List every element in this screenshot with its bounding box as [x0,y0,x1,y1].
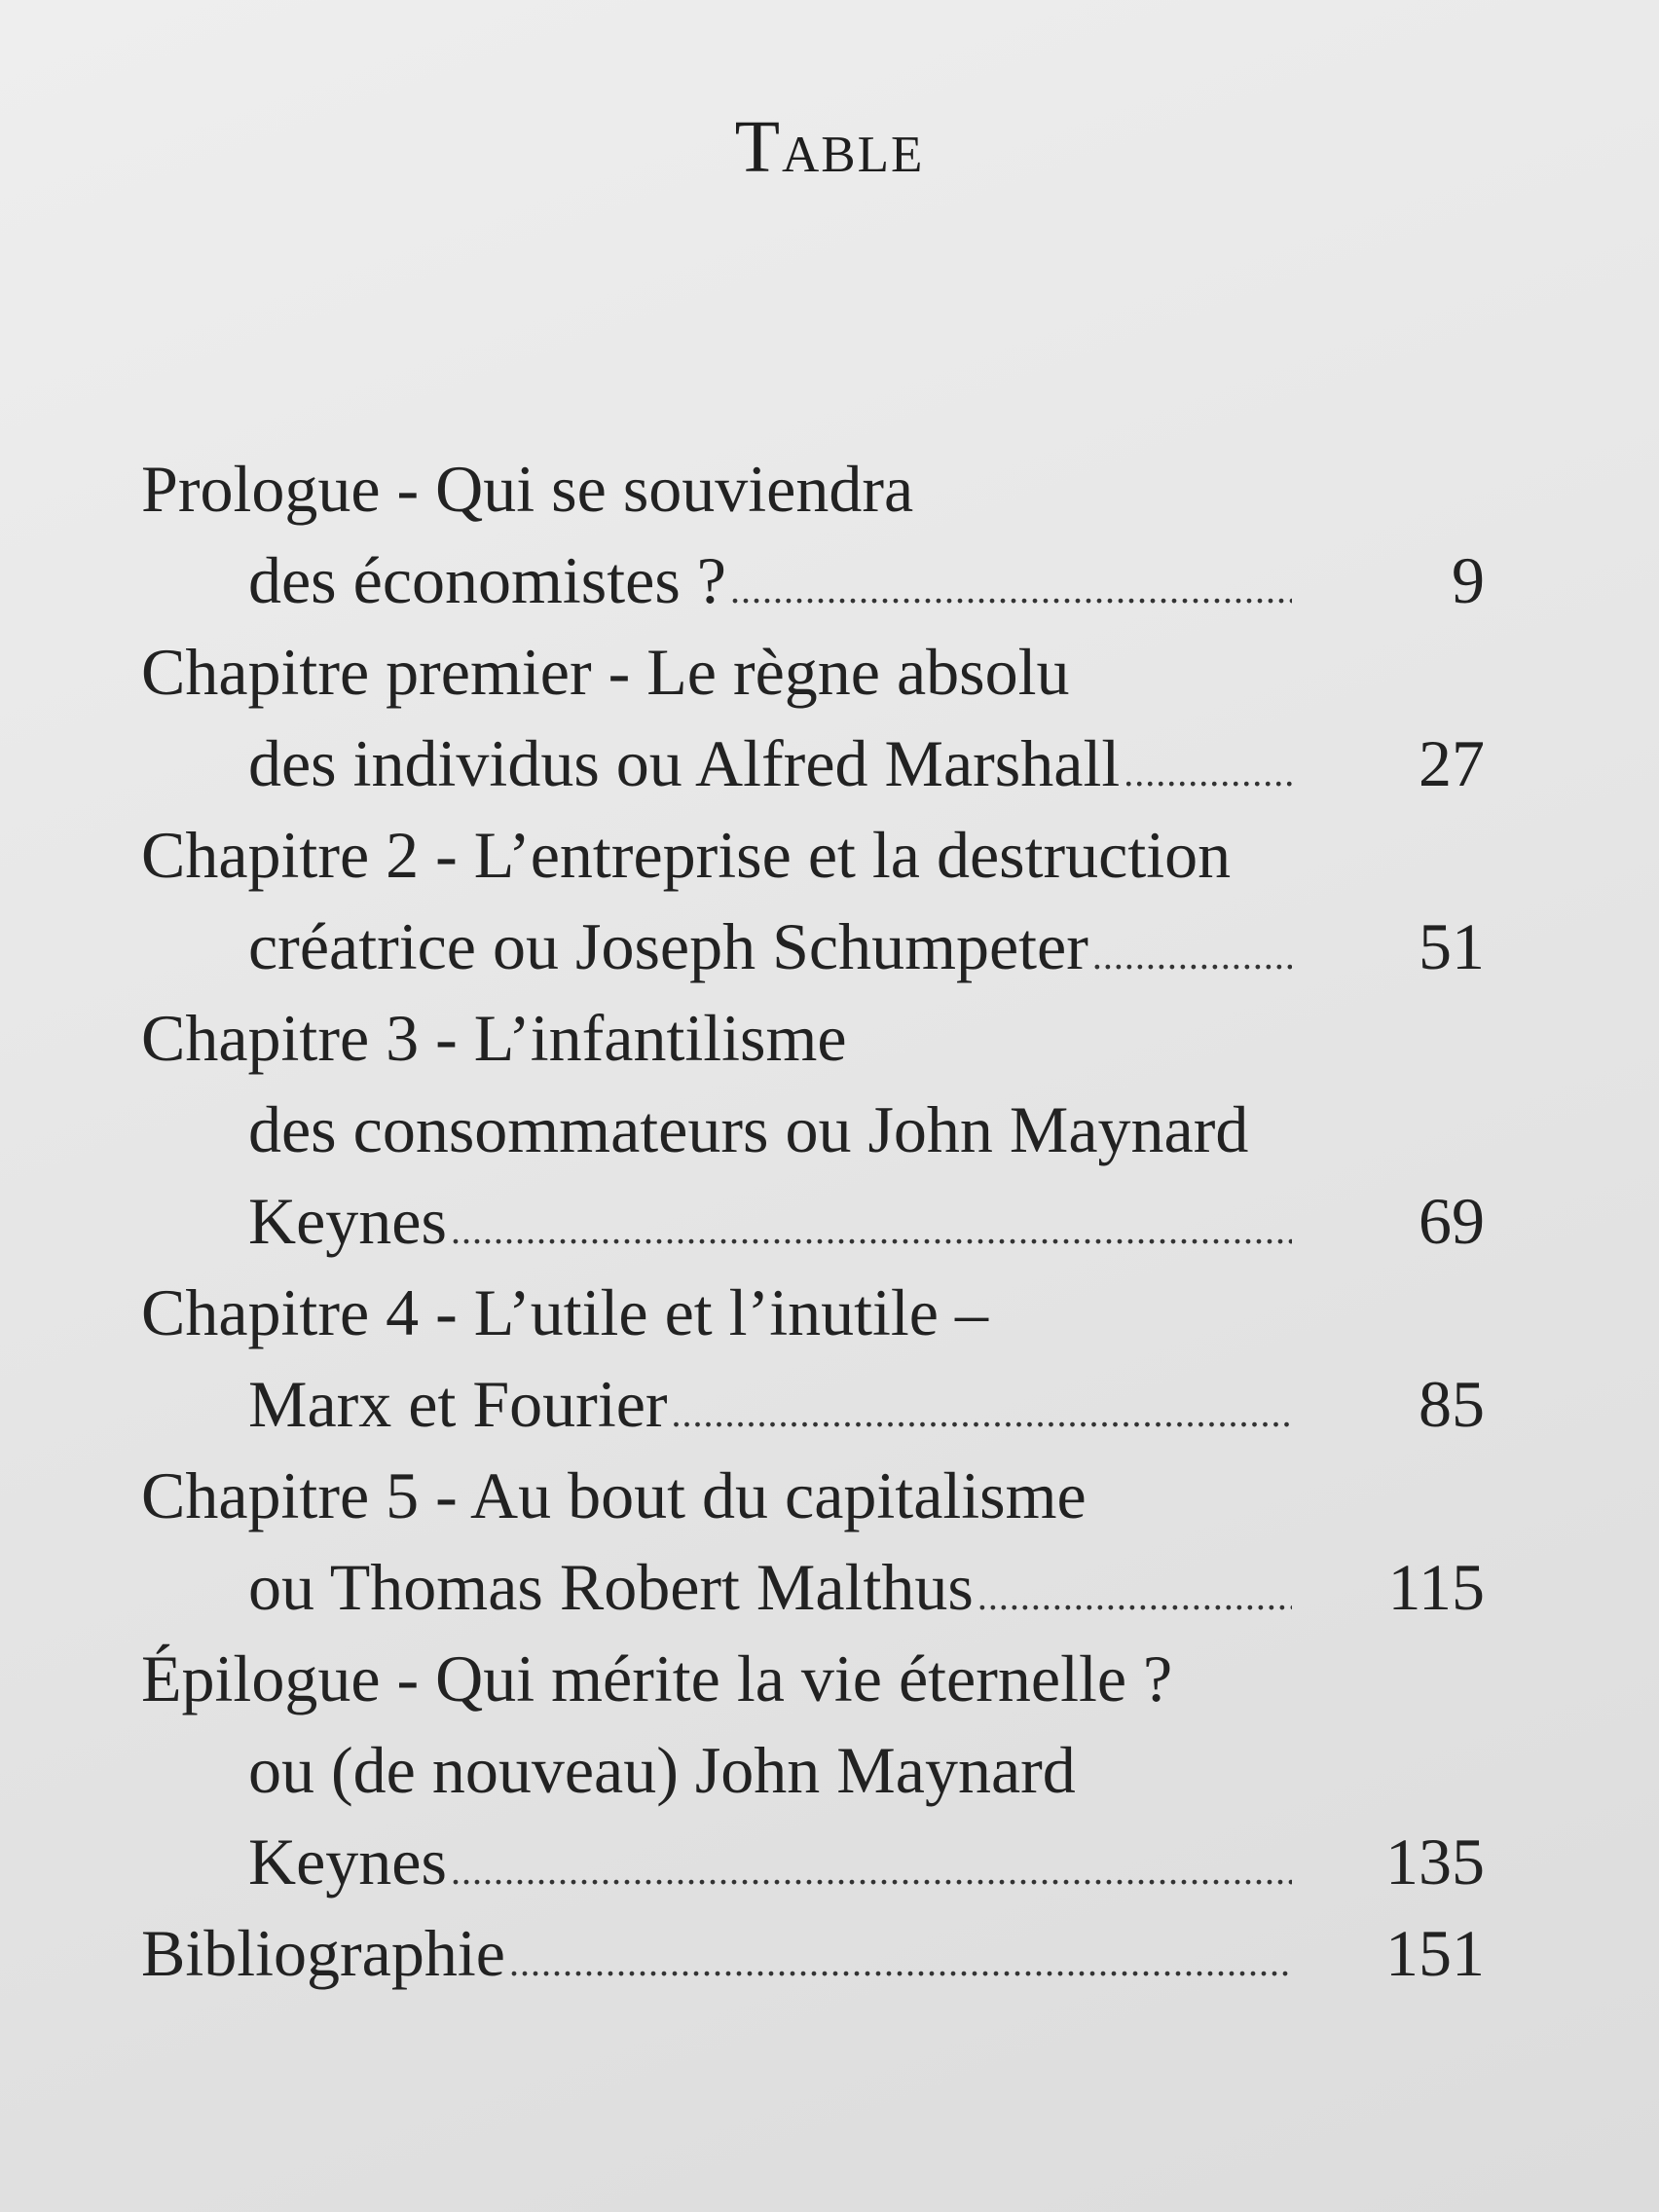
toc-entry-last-line [141,1816,1485,1907]
toc-page-number: 69 [1419,1184,1485,1258]
toc-entry-line: ou (de nouveau) John Maynard [248,1733,1076,1807]
dot-leader [730,544,1292,636]
toc-page-number: 27 [1419,726,1485,800]
toc-entry-line: des individus ou Alfred Marshall [248,726,1121,800]
table-of-contents [141,443,1485,1999]
dot-leader [672,1368,1292,1459]
toc-entry-chapitre-3 [141,992,1485,1267]
toc-entry-line: Prologue - Qui se souviendra [141,452,914,526]
toc-entry-line: Chapitre 3 - L’infantilisme [141,1001,847,1075]
toc-entry-line: des économistes ? [248,543,726,617]
toc-entry-chapitre-2 [141,809,1485,992]
toc-page-number: 151 [1385,1916,1485,1990]
toc-entry-last-line [141,1541,1485,1633]
dot-leader [1124,727,1292,819]
toc-page-number: 9 [1452,543,1485,617]
toc-entry-last-line [141,1175,1485,1267]
toc-entry-chapitre-4 [141,1267,1485,1450]
toc-entry-line: Épilogue - Qui mérite la vie éternelle ? [141,1641,1173,1715]
toc-entry-epilogue [141,1633,1485,1907]
toc-entry-line: Keynes [248,1184,447,1258]
dot-leader [509,1917,1292,2009]
toc-entry-chapitre-5 [141,1450,1485,1633]
toc-entry-line: Bibliographie [141,1916,505,1990]
toc-entry-bibliographie [141,1907,1485,1999]
toc-entry-chapitre-premier [141,626,1485,809]
toc-entry-last-line [141,535,1485,626]
toc-entry-last-line [141,1358,1485,1450]
toc-entry-last-line [141,1907,1485,1999]
dot-leader [451,1825,1292,1917]
toc-page-number: 51 [1419,909,1485,983]
toc-entry-last-line [141,901,1485,992]
dot-leader [1092,910,1292,1002]
toc-entry-line: Chapitre 2 - L’entreprise et la destruction [141,818,1232,892]
dot-leader [977,1551,1292,1642]
toc-entry-line: Marx et Fourier [248,1367,668,1441]
toc-entry-line: Chapitre 5 - Au bout du capitalisme [141,1458,1087,1532]
toc-entry-line: ou Thomas Robert Malthus [248,1550,974,1624]
toc-page-number: 115 [1387,1550,1485,1624]
toc-entry-line: des consommateurs ou John Maynard [248,1092,1249,1166]
toc-entry-prologue [141,443,1485,626]
toc-page-number: 85 [1419,1367,1485,1441]
toc-entry-line: créatrice ou Joseph Schumpeter [248,909,1088,983]
toc-entry-line: Chapitre premier - Le règne absolu [141,635,1070,709]
page-title: Table [734,106,925,188]
dot-leader [451,1185,1292,1276]
toc-entry-line: Keynes [248,1825,447,1899]
toc-entry-line: Chapitre 4 - L’utile et l’inutile – [141,1275,988,1349]
toc-page-number: 135 [1385,1825,1485,1899]
toc-entry-last-line [141,718,1485,809]
